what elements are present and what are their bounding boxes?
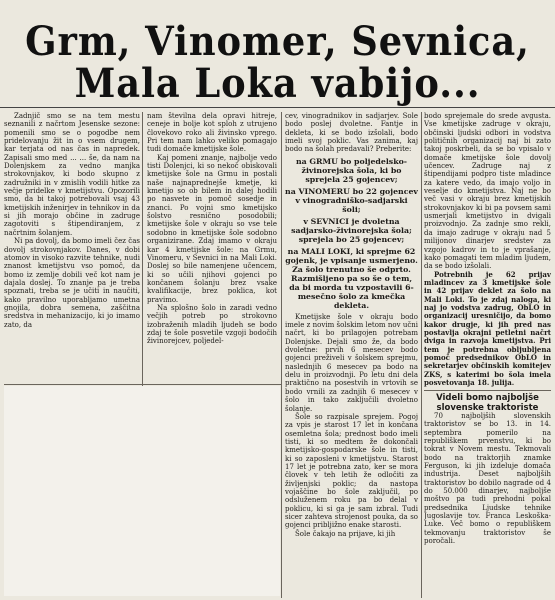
paragraph: Zadnjič smo se na tem mestu seznanili z načrtom Jesenske sezone: pomenili smo se o pogodbe nem pridelovanju žit in o vsem drugem, kar terjata od nas čas in napredek. Zapisali smo med ... ... še, da nam na Dolenjskem za vedno manjka strokovnjakov, ki bodo skupno z zadružniki in v zmislih vodili hitke za večje pridelke v kmetijstvu. Opozorili smo, da bi takoj potrebovali vsaj 43 kmetijskih inženirjev in tehnikov in da si jih morajo občine in zadruge zagotoviti s štipendiranjem, z načrtnim šolanjem. xyxy=(4,112,140,237)
column-divider xyxy=(421,112,422,598)
school-vinomer: na VINOMERU bo 22 gojencev v vinogradniško-sadjarski šoli; xyxy=(285,186,418,214)
headline-line-1: Grm, Vinomer, Sevnica, xyxy=(25,18,530,65)
article-column-3 xyxy=(285,112,418,600)
paragraph: Kmetijske šole v okraju bodo imele z novim šolskim letom nov učni načrt, ki bo prilagojen potrebam Dolenjske. Dejali smo že, da bodo dvoletne: prvih 6 mesecev bodo gojenci preživeli v šolskem sprejmu, naslednjih 6 mesecev pa bodo na delu in proizvodnji. Po letu dni dela praktično na posestvih in vrtovih se bodo vrnili za zadnjih 6 mesecev v šolo in tako zaključili dvoletno šolanje. xyxy=(285,312,418,413)
headline-line-2: Mala Loka vabijo... xyxy=(74,60,481,107)
article-column-2 xyxy=(147,112,277,382)
paragraph: Šole čakajo na prijave, ki jih xyxy=(295,529,396,538)
paragraph: Šole so razpisale sprejem. Pogoj za vpis je starost 17 let in končana osemletna šola; prednost bodo imeli tisti, ki so medtem že dokončali kmetijsko-gospodarske šole in tisti, ki so zaposleni v kmetijstvu. Starost 17 let je potrebna zato, ker se mora človek v teh letih že odločiti za življenjski poklic; da nastopa vojaščine bo šole zaključil, po odsluženem roku pa bo delal v poklicu, ki si ga je sam izbral. Tudi sicer zahteva strojenost pouka, da so gojenci pribljižno enake starosti. xyxy=(285,412,418,530)
paragraph: Potrebnih je 62 prijav mladincev za 3 kmetijske šole in 42 prijav deklet za šolo na Mali Loki. To je zdaj naloga, ki naj jo vodstva zadrug, ObLO in organizacij uresničijo, da bomo kakor drugje, ki jih pred nas postavlja okrajni petletni načrt dviga in razvoja kmetijstva. Pri tem je potrebna obljubljena pomoč predsednikov ObLO in sekretarjev občinskih komitejev ZKS, s katerimi bo šola imela posvetovanja 18. julija. xyxy=(424,269,551,387)
paragraph: Na splošno šolo in zaradi vedno večjih potreb po strokovno izobraženih mladih ljudeh se bodo zdaj te šole posvetile vzgoji bodočih živinorejcev, poljedel- xyxy=(147,303,277,346)
article-column-4 xyxy=(424,112,551,392)
box-headline: Videli bomo najboljše slovenske traktoriste xyxy=(436,393,539,413)
paragraph: cev, vinogradnikov in sadjarjev. Šole bodo poslej dvoletne. Fantje in dekleta, ki se bodo izšolali, bodo imeli svoj poklic. Vas zanima, kaj bodo na šolah predavali? Preberite: xyxy=(285,112,418,154)
blank-area xyxy=(4,386,280,596)
school-mala-loka: na MALI LOKI, ki sprejme 62 gojenk, je vpisanje usmerjeno. Za šolo trenutno še odprto. Razmišljeno pa so še o tem, da bi morda tu vzpostavili 6-mesečno šolo za kmečka dekleta. xyxy=(285,246,418,310)
article-column-1 xyxy=(4,112,140,390)
column-divider xyxy=(281,112,282,598)
paragraph: Kaj pomeni znanje, najbolje vedo tisti Dolenjci, ki so nekoč obiskovali kmetijske šole na Grmu in postali naše najnaprednejše kmetje, ki kmetijo so ob bilem in dalej hodili po nasvete in pomoč sosedje in znanci. Po vojni smo kmetijsko šolstvo resnično posodobili; kmetijske šole v okraju so vse tele sodobno in kmetijske šole sodobno organizirane. Zdaj imamo v okraju kar 4 kmetijske šole: na Grmu, Vinomeru, v Sevnici in na Mali Loki. Doslej so bile namenjene učencem, ki so učili njihovi gojenci po končanem šolanju brez vsake kvalifikacije, brez poklica, kot pravimo. xyxy=(147,153,277,304)
column-divider xyxy=(142,112,143,388)
box-rule xyxy=(424,390,551,391)
paragraph: bodo sprejemale do srede avgusta. Vse kmetijske zadruge v okraju, občinski ljudski odbori in vodstva političnih organizacij naj bi zato takoj poskrbeli, da se bo vpisalo v domače kmetijske šole dovolj učencev. Zadruge naj z štipendijami podpro tiste mladince za katere vedo, da imajo voljo in veselje do kmetijstva. Naj ne bo več vasi v okraju brez kmetijskih strokovnjakov ki bi pa povsem sami usmerjali kmetijstvo in dvigali proizvodnjo. Za zadnje smo rekli, da imajo zadruge v okraju nad 5 milijonov dinarjev sredstev za vzgojo kadrov in to je vprašanje, kako pomagati tem mladim ljudem, da se bodo izšolali. xyxy=(424,112,551,271)
school-sevnica: v SEVNICI je dvoletna sadjarsko-živinorejska šola; sprejela bo 25 gojencev; xyxy=(291,216,412,244)
paragraph: 70 najboljših slovenskih traktoristov se bo 13. in 14. septembra pomerilo na republiškem prvenstvu, ki bo tokrat v Novem mestu. Tekmovali bodo na traktorjih znamke Ferguson, ki jih izdeluje domača industrija. Deset najboljših traktoristov bo dobilo nagrade od 4 do 50.000 dinarjev, najboljše moštvo pa tudi prehodni pokal predsednika Ljudske tehnike Jugoslavije tov. Franca Leskoška-Luke. Več bomo o republiškem tekmovanju traktoristov še poročali. xyxy=(424,412,551,546)
headline-rule xyxy=(0,107,555,108)
paragraph: nam številna dela opravi hitreje, ceneje in bolje kot sploh z utrujeno človekovo roko ali živinsko vprego. Pri tem nam lahko veliko pomagajo tudi domače kmetijske šole. xyxy=(147,112,277,154)
traktoristi-box xyxy=(424,412,551,592)
paragraph: Ni pa dovolj, da bomo imeli čez čas dovolj strokovnjakov. Danes, v dobi atomov in visoko razvite tehnike, nudi znanost kmetijstvu vso pomoč, da bomo iz zemlje dobili več kot nam je dajala doslej. To znanje pa je treba spoznati, treba se je učiti in naučiti, kako pravilno uporabljamo umetna gnojila, dobra semena, zaščitna sredstva in mehanizacijo, ki jo imamo zato, da xyxy=(4,237,140,329)
school-grm: na GRMU bo poljedelsko-živinorejska šola, ki bo sprejela 25 gojencev; xyxy=(295,156,408,184)
section-rule xyxy=(4,384,281,385)
